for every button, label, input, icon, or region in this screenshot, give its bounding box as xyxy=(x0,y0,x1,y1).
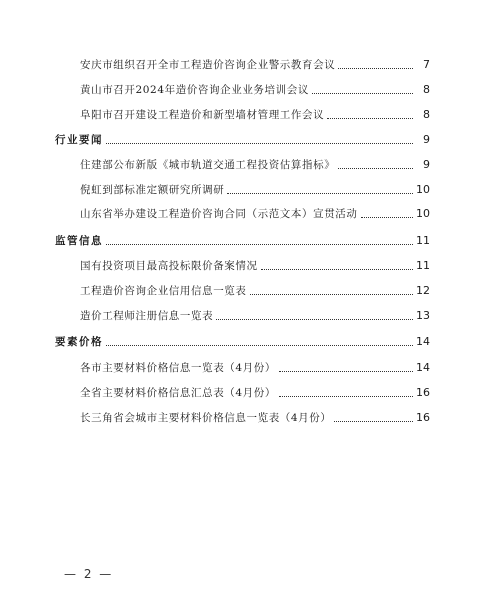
toc-entry[interactable] xyxy=(80,203,430,221)
toc-entry-title: 阜阳市召开建设工程造价和新型墙材管理工作会议 xyxy=(80,109,325,121)
dot-leader xyxy=(106,345,413,346)
dot-leader xyxy=(338,68,413,69)
dot-leader xyxy=(250,294,414,295)
dot-leader xyxy=(106,143,413,144)
toc-entry-page: 13 xyxy=(416,309,430,322)
toc-entry-title: 倪虹到部标准定额研究所调研 xyxy=(80,184,225,196)
toc-entry-page: 8 xyxy=(423,108,430,121)
toc-entry[interactable] xyxy=(80,154,430,172)
toc-entry-page: 14 xyxy=(416,335,430,348)
toc-entry-title: 长三角省会城市主要材料价格信息一览表（4月份） xyxy=(80,412,332,424)
dot-leader xyxy=(106,244,413,245)
toc-entry-page: 9 xyxy=(423,133,430,146)
toc-entry[interactable] xyxy=(80,305,430,323)
dot-leader xyxy=(279,396,413,397)
toc-entry-title: 住建部公布新版《城市轨道交通工程投资估算指标》 xyxy=(80,159,336,171)
toc-entry-title: 国有投资项目最高投标限价备案情况 xyxy=(80,260,258,272)
toc-entry-page: 11 xyxy=(416,234,430,247)
toc-entry[interactable] xyxy=(80,255,430,273)
toc-entry-title: 全省主要材料价格信息汇总表（4月份） xyxy=(80,387,276,399)
dot-leader xyxy=(261,269,413,270)
toc-entry[interactable] xyxy=(80,79,430,97)
dot-leader xyxy=(216,319,413,320)
toc-entry[interactable] xyxy=(80,407,430,425)
dot-leader xyxy=(361,217,414,218)
toc-entry-page: 10 xyxy=(416,207,430,220)
toc-entry-page: 7 xyxy=(423,58,430,71)
toc-entry[interactable] xyxy=(80,357,430,375)
toc-entry-page: 10 xyxy=(416,183,430,196)
toc-entry-title: 造价工程师注册信息一览表 xyxy=(80,310,214,322)
toc-section-title: 监管信息 xyxy=(55,235,103,247)
toc-entry-title: 黄山市召开2024年造价咨询企业业务培训会议 xyxy=(80,84,309,96)
dot-leader xyxy=(327,118,413,119)
page-number: — 2 — xyxy=(64,567,114,581)
toc-section-heading[interactable] xyxy=(55,129,430,147)
toc-section-title: 要素价格 xyxy=(55,336,103,348)
toc-entry-title: 各市主要材料价格信息一览表（4月份） xyxy=(80,362,276,374)
toc-section-title: 行业要闻 xyxy=(55,134,103,146)
toc-entry-page: 16 xyxy=(416,411,430,424)
toc-entry-page: 8 xyxy=(423,83,430,96)
toc-entry[interactable] xyxy=(80,179,430,197)
toc-entry-page: 12 xyxy=(416,284,430,297)
toc-entry-title: 山东省举办建设工程造价咨询合同（示范文本）宣贯活动 xyxy=(80,208,358,220)
dot-leader xyxy=(312,93,413,94)
dot-leader xyxy=(338,168,413,169)
toc-entry[interactable] xyxy=(80,382,430,400)
toc-entry[interactable] xyxy=(80,54,430,72)
toc-entry-title: 工程造价咨询企业信用信息一览表 xyxy=(80,285,247,297)
toc-entry-page: 14 xyxy=(416,361,430,374)
dot-leader xyxy=(279,371,413,372)
toc-section-heading[interactable] xyxy=(55,230,430,248)
toc-section-heading[interactable] xyxy=(55,331,430,349)
toc-entry-title: 安庆市组织召开全市工程造价咨询企业警示教育会议 xyxy=(80,59,336,71)
toc-entry[interactable] xyxy=(80,104,430,122)
toc-entry-page: 16 xyxy=(416,386,430,399)
toc-entry-page: 9 xyxy=(423,158,430,171)
dot-leader xyxy=(227,193,413,194)
toc-entry-page: 11 xyxy=(416,259,430,272)
dot-leader xyxy=(334,421,413,422)
toc-entry[interactable] xyxy=(80,280,430,298)
